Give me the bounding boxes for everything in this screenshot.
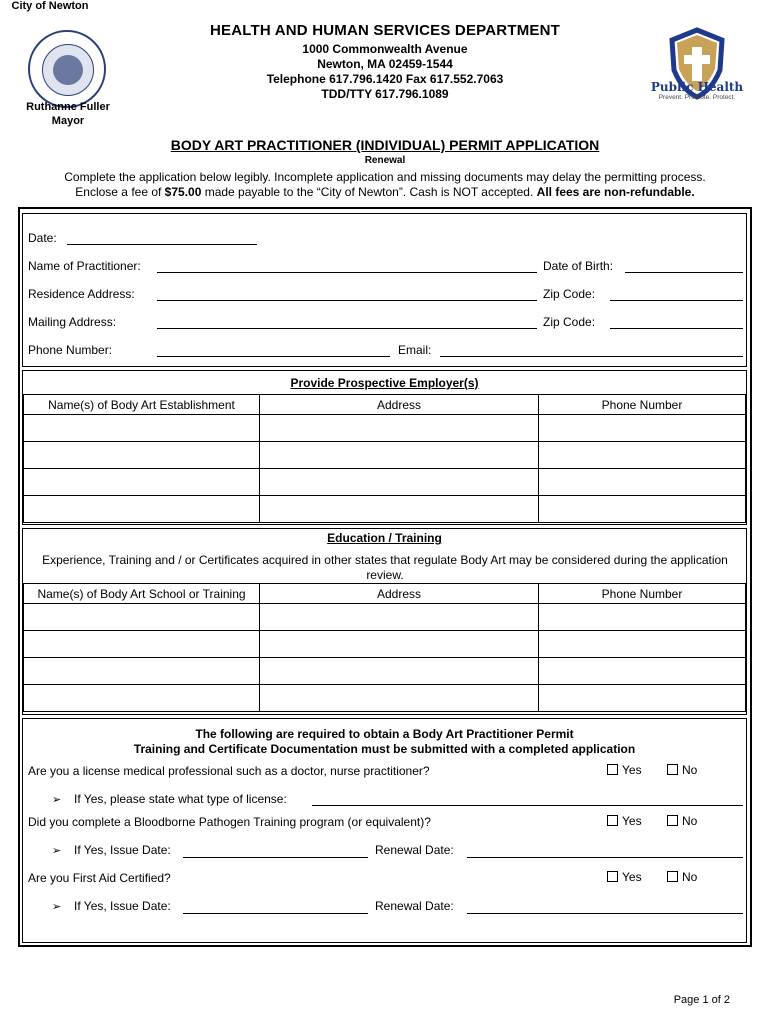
table-row <box>24 631 746 658</box>
mayor-title: Mayor <box>51 115 85 127</box>
checkbox[interactable] <box>667 764 678 775</box>
phone-label: Phone Number: <box>28 343 113 357</box>
address-line-2: Newton, MA 02459-1544 <box>317 57 453 71</box>
logo-tagline: Prevent. Promote. Protect. <box>658 94 736 101</box>
q2-yes-option[interactable] <box>607 814 642 828</box>
checkbox[interactable] <box>667 815 678 826</box>
table-cell[interactable] <box>539 631 746 658</box>
practitioner-name-field[interactable] <box>157 272 537 273</box>
table-cell[interactable] <box>260 496 539 523</box>
intro-nonrefundable: All fees are non-refundable. <box>536 185 695 199</box>
table-cell[interactable] <box>539 415 746 442</box>
education-note: Experience, Training and / or Certificates acquired in other states that regulate Body Art may be considered during the application review. <box>42 553 728 582</box>
table-cell[interactable] <box>539 469 746 496</box>
no-label: No <box>682 814 698 828</box>
fa-renewal-date-field[interactable] <box>467 913 743 914</box>
intro-fee-prefix: Enclose a fee of <box>75 185 165 199</box>
form-title: BODY ART PRACTITIONER (INDIVIDUAL) PERMIT APPLICATION <box>170 137 600 153</box>
table-cell[interactable] <box>260 415 539 442</box>
bbp-issue-date-field[interactable] <box>183 857 368 858</box>
table-cell[interactable] <box>260 685 539 712</box>
table-cell[interactable] <box>24 604 260 631</box>
requirements-heading-2: Training and Certificate Documentation must be submitted with a completed application <box>133 742 636 756</box>
column-header: Phone Number <box>539 584 746 604</box>
residence-label: Residence Address: <box>28 287 135 301</box>
bbp-issue-date-label: If Yes, Issue Date: <box>74 843 171 857</box>
q3-yes-option[interactable] <box>607 870 642 884</box>
table-cell[interactable] <box>539 604 746 631</box>
license-type-field[interactable] <box>312 805 743 806</box>
checkbox[interactable] <box>607 764 618 775</box>
table-cell[interactable] <box>539 442 746 469</box>
table-row <box>24 496 746 523</box>
bbp-renewal-date-field[interactable] <box>467 857 743 858</box>
no-label: No <box>682 870 698 884</box>
table-cell[interactable] <box>539 685 746 712</box>
zip-field-1[interactable] <box>610 300 743 301</box>
table-cell[interactable] <box>260 658 539 685</box>
intro-fee-suffix: made payable to the “City of Newton”. Cash is NOT accepted. <box>201 185 537 199</box>
page-number: Page 1 of 2 <box>673 994 730 1006</box>
table-row <box>24 658 746 685</box>
column-header: Address <box>260 584 539 604</box>
zip-label-1: Zip Code: <box>543 287 596 301</box>
table-row <box>24 442 746 469</box>
q3-no-option[interactable] <box>667 870 697 884</box>
fa-renewal-date-label: Renewal Date: <box>375 899 454 913</box>
yes-label: Yes <box>622 870 642 884</box>
table-cell[interactable] <box>24 631 260 658</box>
q2-no-option[interactable] <box>667 814 697 828</box>
public-health-logo <box>650 80 744 101</box>
tdd-line: TDD/TTY 617.796.1089 <box>321 87 449 101</box>
table-cell[interactable] <box>260 469 539 496</box>
residence-field[interactable] <box>157 300 537 301</box>
table-cell[interactable] <box>24 415 260 442</box>
column-header: Name(s) of Body Art School or Training <box>24 584 260 604</box>
table-cell[interactable] <box>260 604 539 631</box>
department-title: HEALTH AND HUMAN SERVICES DEPARTMENT <box>210 22 560 39</box>
question-bloodborne: Did you complete a Bloodborne Pathogen Training program (or equivalent)? <box>28 815 431 829</box>
dob-label: Date of Birth: <box>543 259 614 273</box>
date-label: Date: <box>28 231 57 245</box>
intro-fee: $75.00 <box>164 185 202 199</box>
education-table <box>23 583 746 712</box>
requirements-heading-1: The following are required to obtain a Body Art Practitioner Permit <box>195 727 574 741</box>
intro-text <box>20 170 750 200</box>
department-block <box>150 22 620 102</box>
question-medical-license: Are you a license medical professional such as a doctor, nurse practitioner? <box>28 764 430 778</box>
yes-label: Yes <box>622 814 642 828</box>
form-subtitle: Renewal <box>364 155 406 166</box>
email-label: Email: <box>398 343 432 357</box>
arrow-bullet-icon: ➢ <box>52 901 62 913</box>
requirements-heading <box>22 727 747 757</box>
zip-label-2: Zip Code: <box>543 315 596 329</box>
mailing-label: Mailing Address: <box>28 315 117 329</box>
practitioner-name-label: Name of Practitioner: <box>28 259 141 273</box>
email-field[interactable] <box>440 356 743 357</box>
date-field[interactable] <box>67 244 257 245</box>
table-row <box>24 685 746 712</box>
mayor-name: Ruthanne Fuller <box>26 101 110 113</box>
q1-yes-option[interactable] <box>607 763 642 777</box>
arrow-bullet-icon: ➢ <box>52 845 62 857</box>
table-cell[interactable] <box>539 658 746 685</box>
license-type-label: If Yes, please state what type of license: <box>74 792 287 806</box>
address-line-1: 1000 Commonwealth Avenue <box>302 42 468 56</box>
checkbox[interactable] <box>667 871 678 882</box>
table-header-row <box>24 584 746 604</box>
employers-table <box>23 394 746 523</box>
logo-text: Public Health <box>650 80 744 94</box>
education-heading: Education / Training <box>327 531 442 545</box>
mayor-block <box>18 100 118 128</box>
table-cell[interactable] <box>24 496 260 523</box>
table-row <box>24 469 746 496</box>
question-first-aid: Are you First Aid Certified? <box>28 871 171 885</box>
city-name: City of Newton <box>11 0 89 12</box>
column-header: Address <box>260 395 539 415</box>
column-header: Phone Number <box>539 395 746 415</box>
mailing-field[interactable] <box>157 328 537 329</box>
phone-field[interactable] <box>157 356 390 357</box>
fa-issue-date-label: If Yes, Issue Date: <box>74 899 171 913</box>
dob-field[interactable] <box>625 272 743 273</box>
intro-line-1: Complete the application below legibly. Incomplete application and missing documents may delay the permitting process. <box>64 170 706 184</box>
no-label: No <box>682 763 698 777</box>
table-cell[interactable] <box>260 442 539 469</box>
phone-fax: Telephone 617.796.1420 Fax 617.552.7063 <box>266 72 504 86</box>
fa-issue-date-field[interactable] <box>183 913 368 914</box>
zip-field-2[interactable] <box>610 328 743 329</box>
checkbox[interactable] <box>607 871 618 882</box>
city-seal-icon <box>28 30 106 108</box>
table-cell[interactable] <box>24 658 260 685</box>
table-cell[interactable] <box>260 631 539 658</box>
intro-line-2 <box>20 185 750 200</box>
table-header-row <box>24 395 746 415</box>
table-cell[interactable] <box>24 685 260 712</box>
arrow-bullet-icon: ➢ <box>52 794 62 806</box>
table-row <box>24 415 746 442</box>
table-cell[interactable] <box>539 496 746 523</box>
q1-no-option[interactable] <box>667 763 697 777</box>
table-cell[interactable] <box>24 442 260 469</box>
bbp-renewal-date-label: Renewal Date: <box>375 843 454 857</box>
yes-label: Yes <box>622 763 642 777</box>
checkbox[interactable] <box>607 815 618 826</box>
employers-heading: Provide Prospective Employer(s) <box>290 376 479 390</box>
table-row <box>24 604 746 631</box>
table-cell[interactable] <box>24 469 260 496</box>
column-header: Name(s) of Body Art Establishment <box>24 395 260 415</box>
